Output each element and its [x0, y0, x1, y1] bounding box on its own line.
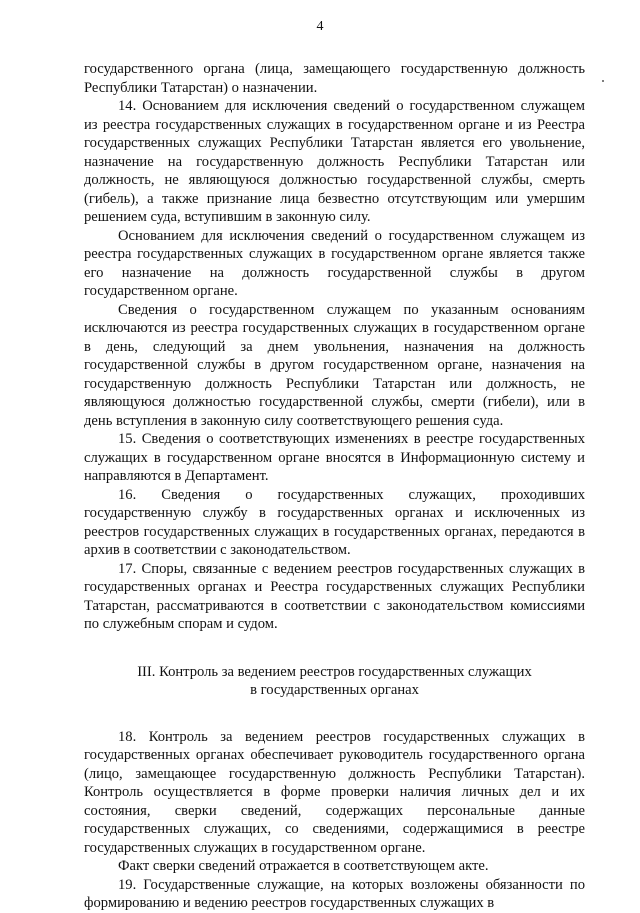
paragraph-15: 15. Сведения о соответствующих изменениях в реестре государственных служащих в государственном органе вносятся в Информационную систему и направляются в Департамент.: [84, 431, 585, 484]
paragraph-17: 17. Споры, связанные с ведением реестров государственных служащих в государственных органах и Реестра государственных служащих Республики Татарстан, рассматриваются в соответствии с законодательством комиссиями по служебным спорам и судом.: [84, 560, 585, 632]
page-number: 4: [316, 19, 324, 34]
paragraph-18-act: Факт сверки сведений отражается в соответствующем акте.: [118, 858, 489, 874]
scan-speck: [602, 80, 604, 82]
paragraph-19: 19. Государственные служащие, на которых возложены обязанности по формированию и ведению реестров государственных служащих в: [84, 876, 585, 911]
paragraph-18: 18. Контроль за ведением реестров государственных служащих в государственных органах обеспечивает руководитель государственного органа (лицо, замещающее государственную должность Республики Татарстан). Контроль осуществляется в форме проверки наличия личных дел и их состояния, сверки сведений, содержащих персональные данные государственных служащих, со сведениями, содержащимися в реестре государственных служащих в государственном органе.: [84, 728, 585, 856]
section-heading-line-2: в государственных органах: [250, 682, 419, 698]
paragraph-continuation: государственного органа (лица, замещающего государственную должность Республики Татарстан) о назначении.: [84, 61, 585, 96]
section-heading: [84, 663, 585, 700]
section-heading-line-1: III. Контроль за ведением реестров государственных служащих: [137, 663, 532, 680]
paragraph-14-exclusion-basis: Основанием для исключения сведений о государственном служащем из реестра государственных служащих в государственном органе является также его назначение на должность государственной службы в другом государственном органе.: [84, 227, 585, 299]
paragraph-16: 16. Сведения о государственных служащих, проходивших государственную службу в государственных органах и исключенных из реестров государственных служащих в государственных органах, передаются в архив в соответствии с законодательством.: [84, 486, 585, 558]
paragraph-14-exclusion-timing: Сведения о государственном служащем по указанным основаниям исключаются из реестра государственных служащих в государственном органе в день, следующий за днем увольнения, назначения на должность государственной службы в другом государственном органе, назначения на государственную должность Республики Татарстан или должность, не являющуюся должностью государственной службы, смерти (гибели), или в день вступления в законную силу соответствующего решения суда.: [84, 301, 585, 429]
document-body: [84, 60, 585, 913]
paragraph-14: 14. Основанием для исключения сведений о государственном служащем из реестра государственных служащих в государственном органе и из Реестра государственных служащих Республики Татарстан является его увольнение, назначение на государственную должность Республики Татарстан или должность, не являющуюся должностью государственной службы, смерть (гибель), а также признание лица безвестно отсутствующим или умершим решением суда, вступившим в законную силу.: [84, 98, 585, 225]
